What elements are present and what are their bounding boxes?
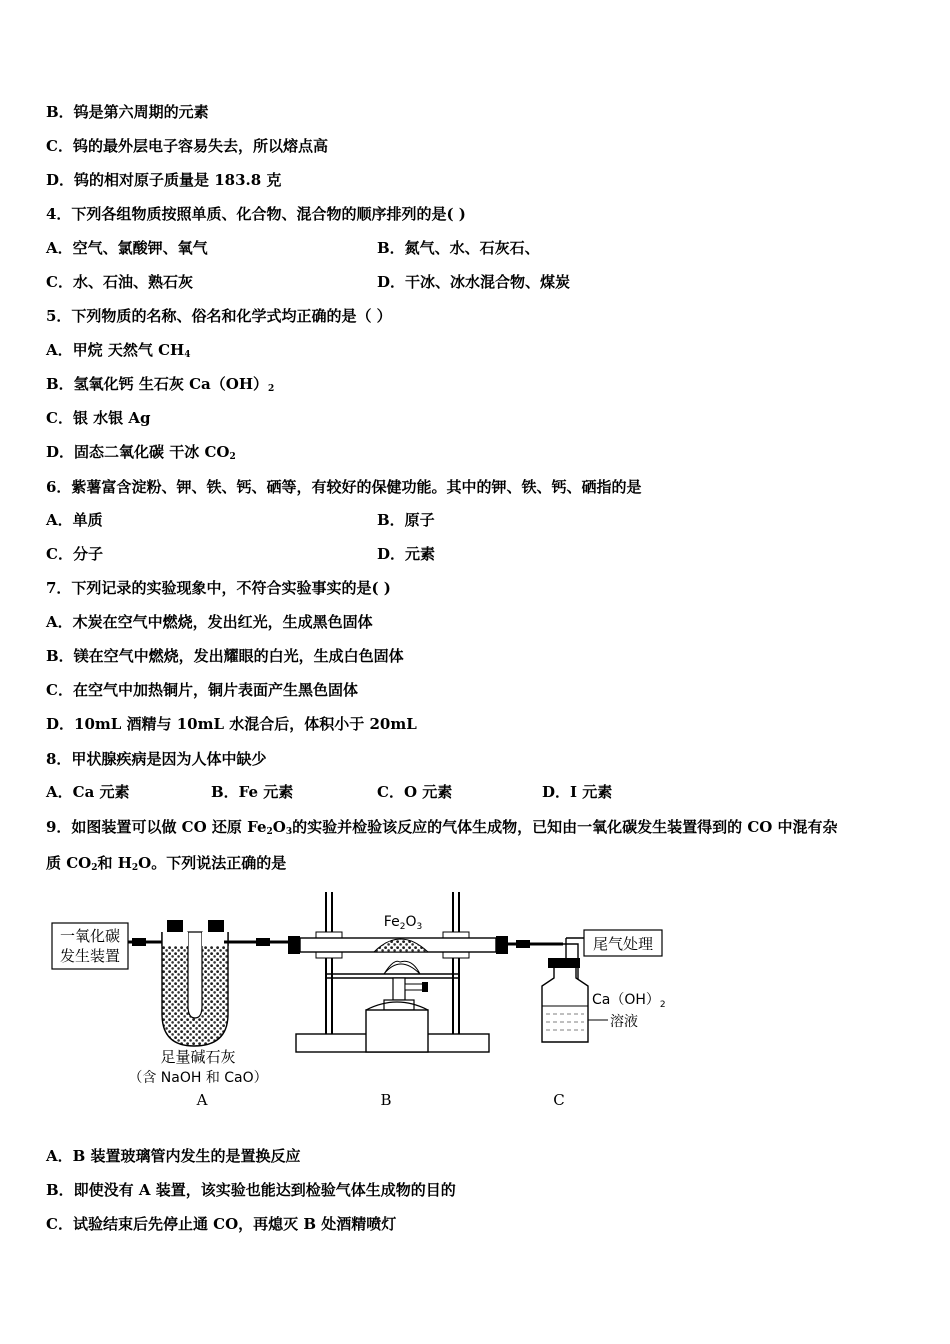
option-7b: B．镁在空气中燃烧，发出耀眼的白光，生成白色固体 (46, 647, 404, 665)
question-9-line2: 质 $CO_2$和 $H_2O$。下列说法正确的是 (46, 854, 287, 873)
option-6b: B．原子 (377, 511, 435, 529)
question-6: 6．紫薯富含淀粉、钾、铁、钙、硒等，有较好的保健功能。其中的钾、铁、钙、硒指的是 (46, 478, 642, 496)
label-c: C (553, 1091, 565, 1109)
option-4b: B．氮气、水、石灰石、 (377, 239, 540, 257)
option-3b: B．钨是第六周期的元素 (46, 103, 209, 121)
option-6d: D．元素 (377, 545, 436, 563)
option-9b: B．即使没有 A 装置，该实验也能达到检验气体生成物的目的 (46, 1181, 456, 1199)
label-b: B (380, 1091, 392, 1109)
option-5d: D．固态二氧化碳 干冰 $CO_2$ (46, 443, 236, 462)
option-7a: A．木炭在空气中燃烧，发出红光，生成黑色固体 (46, 613, 373, 631)
option-3d: D．钨的相对原子质量是 183.8 克 (46, 171, 282, 189)
connector-ab (224, 938, 288, 946)
option-8b: B．Fe 元素 (211, 783, 294, 801)
option-4a: A．空气、氯酸钾、氧气 (46, 239, 208, 257)
alcohol-burner (366, 961, 428, 1052)
option-4d: D．干冰、冰水混合物、煤炭 (377, 273, 571, 291)
option-5a: A．甲烷 天然气 $CH_4$ (46, 341, 191, 360)
option-9c: C．试验结束后先停止通 CO，再熄灭 B 处酒精喷灯 (46, 1215, 397, 1233)
solution-label: 溶液 (610, 1014, 638, 1030)
option-7d: D．10mL 酒精与 10mL 水混合后，体积小于 20mL (46, 715, 417, 733)
option-8a: A．Ca 元素 (46, 783, 130, 801)
u-tube (162, 920, 228, 1046)
option-8c: C．O 元素 (377, 783, 453, 801)
generator-label-line2: 发生装置 (59, 947, 121, 965)
option-6c: C．分子 (46, 545, 103, 563)
question-9-line1: 9．如图装置可以做 CO 还原 $Fe_2O_3$的实验并检验该反应的气体生成物，已知由一氧化碳发生装置得到的 CO 中混有杂 (46, 818, 838, 837)
tail-gas-label: 尾气处理 (592, 935, 654, 953)
option-4c: C．水、石油、熟石灰 (46, 273, 193, 291)
combustion-tube (288, 936, 508, 954)
generator-label-line1: 一氧化碳 (59, 927, 121, 945)
question-8: 8．甲状腺疾病是因为人体中缺少 (46, 750, 267, 768)
option-6a: A．单质 (46, 511, 103, 529)
caoh2-label: $Ca(OH)_2$ (592, 992, 666, 1010)
fe2o3-label: $Fe_2O_3$ (383, 914, 423, 932)
option-3c: C．钨的最外层电子容易失去，所以熔点高 (46, 137, 328, 155)
option-9a: A．B 装置玻璃管内发生的是置换反应 (46, 1147, 301, 1165)
question-7: 7．下列记录的实验现象中，不符合实验事实的是( ) (46, 579, 391, 597)
option-7c: C．在空气中加热铜片，铜片表面产生黑色固体 (46, 681, 358, 699)
soda-lime-label: 足量碱石灰 (160, 1048, 236, 1066)
option-8d: D．I 元素 (542, 783, 613, 801)
option-5b: B．氢氧化钙 生石灰 $Ca(OH)_2$ (46, 375, 275, 394)
apparatus-figure (48, 886, 668, 1116)
soda-lime-note: （含 NaOH 和 CaO） (128, 1070, 268, 1086)
option-5c: C．银 水银 Ag (46, 409, 151, 427)
label-a: A (196, 1091, 208, 1109)
question-5: 5．下列物质的名称、俗名和化学式均正确的是（ ） (46, 307, 392, 325)
question-4: 4．下列各组物质按照单质、化合物、混合物的顺序排列的是( ) (46, 205, 466, 223)
